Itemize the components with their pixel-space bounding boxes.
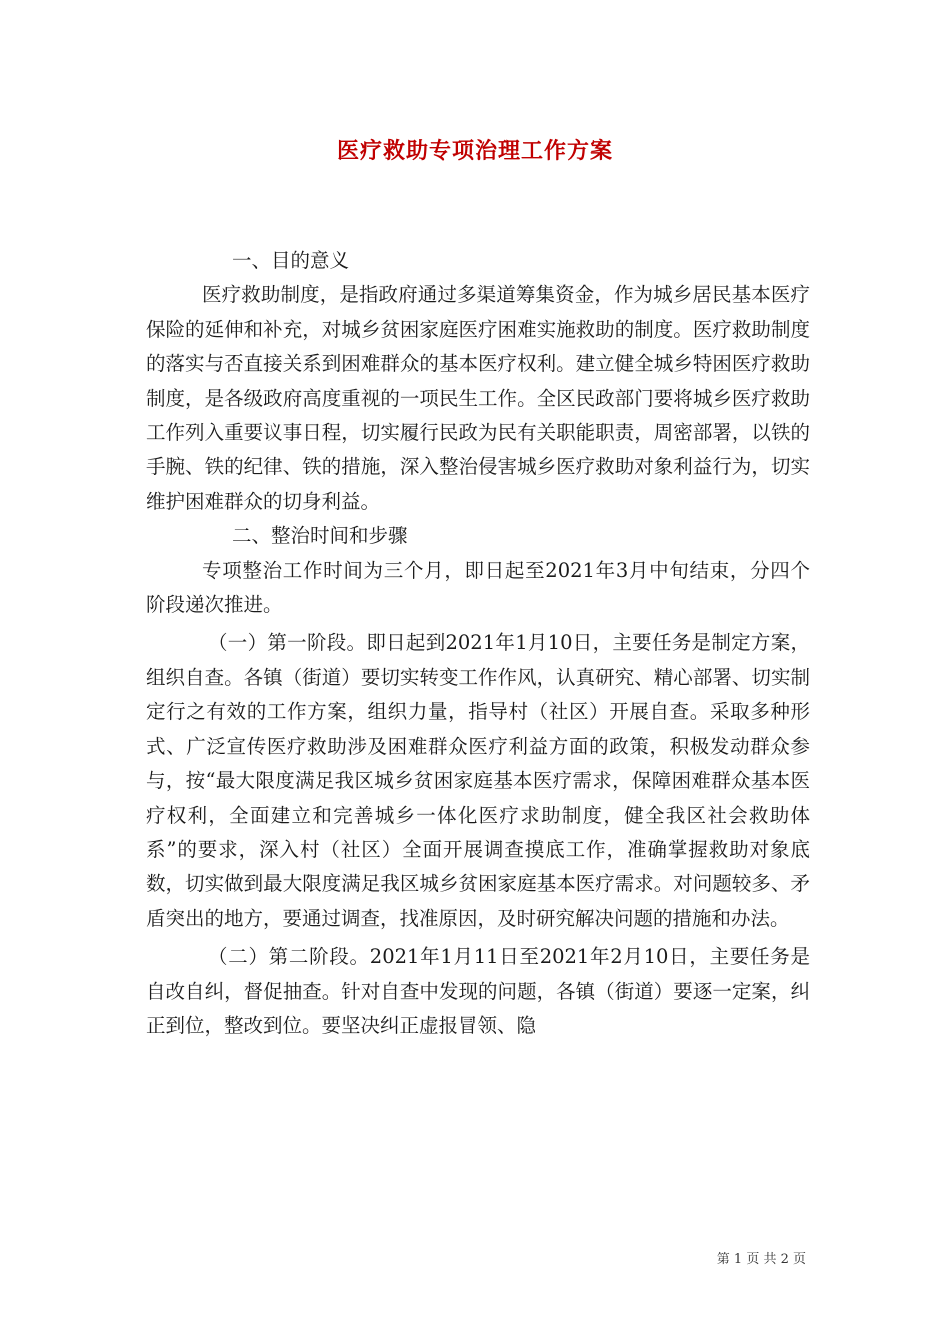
section-heading-2: 二、整治时间和步骤 <box>232 524 408 548</box>
page-number: 第 1 页 共 2 页 <box>716 1252 806 1267</box>
paragraph-purpose: 医疗救助制度，是指政府通过多渠道筹集资金，作为城乡居民基本医疗保险的延伸和补充，对城乡贫困家庭医疗困难实施救助的制度。医疗救助制度的落实与否直接关系到困难群众的基本医疗权利。建立健全城乡特困医疗救助制度，是各级政府高度重视的一项民生工作。全区民政部门要将城乡医疗救助工作列入重要议事日程，切实履行民政为民有关职能职责，周密部署，以铁的手腕、铁的纪律、铁的措施，深入整治侵害城乡医疗救助对象利益行为，切实维护困难群众的切身利益。 <box>146 283 810 513</box>
document-title: 医疗救助专项治理工作方案 <box>336 138 613 164</box>
paragraph-phase-1: （一）第一阶段。即日起到2021年1月10日，主要任务是制定方案，组织自查。各镇（街道）要切实转变工作作风，认真研究、精心部署、切实制定行之有效的工作方案，组织力量，指导村（社区）开展自查。采取多种形式、广泛宣传医疗救助涉及困难群众医疗利益方面的政策，积极发动群众参与，按“最大限度满足我区城乡贫困家庭基本医疗需求，保障困难群众基本医疗权利，全面建立和完善城乡一体化医疗求助制度，健全我区社会救助体系”的要求，深入村（社区）全面开展调查摸底工作，准确掌握救助对象底数，切实做到最大限度满足我区城乡贫困家庭基本医疗需求。对问题较多、矛盾突出的地方，要通过调查，找准原因，及时研究解决问题的措施和办法。 <box>146 631 810 930</box>
document-body <box>146 244 810 1043</box>
section-heading-1: 一、目的意义 <box>232 249 350 272</box>
paragraph-timeline: 专项整治工作时间为三个月，即日起至2021年3月中旬结束，分四个阶段递次推进。 <box>146 558 810 617</box>
paragraph-phase-2: （二）第二阶段。2021年1月11日至2021年2月10日，主要任务是自改自纠，督促抽查。针对自查中发现的问题，各镇（街道）要逐一定案，纠正到位，整改到位。要坚决纠正虚报冒领、隐 <box>146 945 810 1037</box>
